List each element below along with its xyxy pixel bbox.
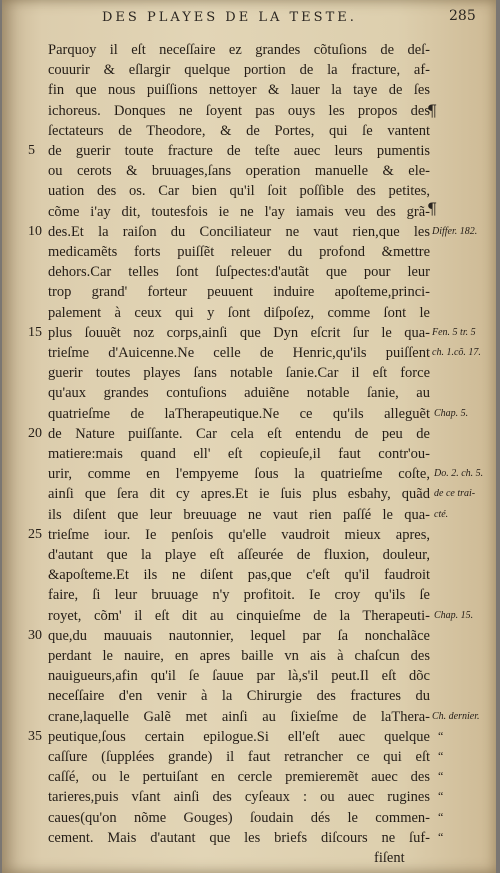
text-line: que,du mauuais nautonnier, lequel par ſa nonchalãce	[48, 627, 430, 644]
line-number: 15	[28, 324, 42, 340]
text-line: medicamẽts forts puiſſẽt releuer du profond &mettre	[48, 244, 430, 260]
text-line: de Nature puiſſante. Car cela eſt entendu de peu de	[48, 425, 430, 442]
margin-note: Do. 2. ch. 5.	[434, 468, 484, 480]
text-line: fin que nous puiſſions nettoyer & lauer la taye de ſes	[48, 82, 430, 99]
text-line: ichoreus. Donques ne ſoyent pas ouys les propos des	[48, 102, 430, 119]
margin-note: Fen. 5 tr. 5	[432, 326, 476, 338]
text-line: couurir & eſlargir quelque portion de la fracture, af-	[48, 62, 430, 79]
text-line: Parquoy il eſt neceſſaire ez grandes cõtuſions de deſ-	[48, 42, 430, 58]
line-number: 20	[28, 425, 42, 441]
text-line: ſectateurs de Theodore, & de Portes, qui ſe vantent	[48, 122, 430, 139]
text-line: trieſme iour. Ie penſois qu'elle vaudroit mieux apres,	[48, 526, 430, 543]
page-number: 285	[449, 8, 476, 24]
line-number: 25	[28, 526, 42, 542]
text-line: matiere:mais quand ell' eſt copieuſe,il faut contr'ou-	[48, 446, 430, 462]
text-line: plus ſouuẽt noz corps,ainſi que Dyn eſcrit ſur le qua-	[48, 324, 430, 341]
text-line: cõme i'ay dit, toutesfois ie ne l'ay iamais veu des grã-	[48, 203, 430, 220]
pilcrow-glyph-icon: ¶	[427, 199, 438, 218]
pilcrow-glyph-icon: ¶	[427, 101, 438, 120]
text-line: peutique,ſous certain epilogue.Si ell'eſt auec quelque	[48, 728, 430, 745]
text-line: royet, cõm' il eſt dit au cinquieſme de la Therapeuti-	[48, 607, 430, 624]
text-line: neceſſaire d'en venir à la Chirurgie des fractures du	[48, 688, 430, 705]
margin-note: Differ. 182.	[432, 225, 478, 237]
text-line: quatrieſme de laTherapeutique.Ne ce qu'ils alleguẽt	[48, 405, 430, 422]
text-line: caſſé, ou le pertuiſant en cercle premieremẽt auec des	[48, 769, 430, 786]
quote-mark: “	[438, 809, 444, 824]
margin-note: Chap. 5.	[434, 407, 469, 419]
text-line: d'autant que la playe eſt aſſeurée de fluxion, douleur,	[48, 547, 430, 563]
text-line: crane,laquelle Galẽ met ainſi au ſixieſme de laThera-	[48, 708, 430, 725]
line-number: 30	[28, 627, 42, 643]
text-line: guerir toutes playes ſans notable ſanie.Car il eſt force	[48, 365, 430, 382]
book-page	[2, 0, 496, 873]
text-line: tarieres,puis vſant ainſi des cyſeaux : ou auec rugines	[48, 789, 430, 806]
margin-note: ch. 1.cõ. 17.	[432, 347, 481, 358]
margin-note: Ch. dernier.	[432, 710, 480, 722]
text-line: cement. Mais d'autant que les briefs diſcours ne ſuf-	[48, 829, 430, 846]
text-line: trieſme d'Auicenne.Ne celle de Henric,qu'ils puiſſent	[48, 345, 430, 361]
text-line: urir, comme en l'empyeme ſous la quatrieſme coſte,	[48, 466, 430, 483]
quote-mark: “	[438, 769, 444, 784]
text-line: fiſent	[374, 850, 405, 866]
text-line: uation des os. Car bien qu'il ſoit poſſible des petites,	[48, 183, 430, 200]
quote-mark: “	[438, 749, 444, 763]
text-line: trop grand' forteur peuuent induire apoſteme,princi-	[48, 284, 430, 301]
quote-mark: “	[438, 829, 444, 844]
margin-note: Chap. 15.	[434, 609, 474, 621]
text-line: faire, ſi leur bruuage n'y profitoit. Ie croy qu'ils ſe	[48, 587, 430, 604]
line-number: 5	[28, 143, 35, 158]
text-line: ou cerots & bruuages,ſans operation manuelle & ele-	[48, 163, 430, 180]
text-line: palement à ceux qui y ſont diſpoſez, comme ſont le	[48, 304, 430, 321]
text-line: de guerir toute fracture de teſte auec leurs pumentis	[48, 143, 430, 159]
quote-mark: “	[438, 789, 444, 804]
text-line: des.Et la raiſon du Conciliateur ne vaut rien,que les	[48, 223, 430, 240]
line-number: 10	[28, 223, 42, 239]
text-line: ainſi que ſera dit cy apres.Et ie ſuis plus esbahy, quãd	[48, 486, 430, 503]
margin-note: cté.	[434, 508, 449, 520]
text-line: perdant le nauire, en apres baille vn ais à chaſcun des	[48, 648, 430, 664]
text-line: ils diſent que leur breuuage ne vaut rien paſſé le qua-	[48, 506, 430, 523]
margin-note: de ce trai-	[434, 488, 476, 500]
running-header: DES PLAYES DE LA TESTE.	[102, 10, 357, 25]
text-line: &apoſteme.Et ils ne diſent pas,que c'eſt qu'il faudroit	[48, 567, 430, 584]
text-line: nauigueurs,afin qu'il ſe ſauue par là,s'il peut.Il eſt dõc	[48, 668, 430, 685]
line-number: 35	[28, 728, 42, 744]
text-line: qu'aux grandes contuſions aduiẽne notable ſanie, au	[48, 385, 430, 402]
text-line: dehors.Car telles ſont ſuſpectes:d'autãt que pour leur	[48, 264, 430, 281]
text-line: caſſure (ſupplées grande) il faut retrancher ce qui eſt	[48, 749, 430, 765]
text-line: caues(qu'on nõme Gouges) ſoudain dés le commen-	[48, 809, 430, 826]
quote-mark: “	[438, 728, 444, 743]
